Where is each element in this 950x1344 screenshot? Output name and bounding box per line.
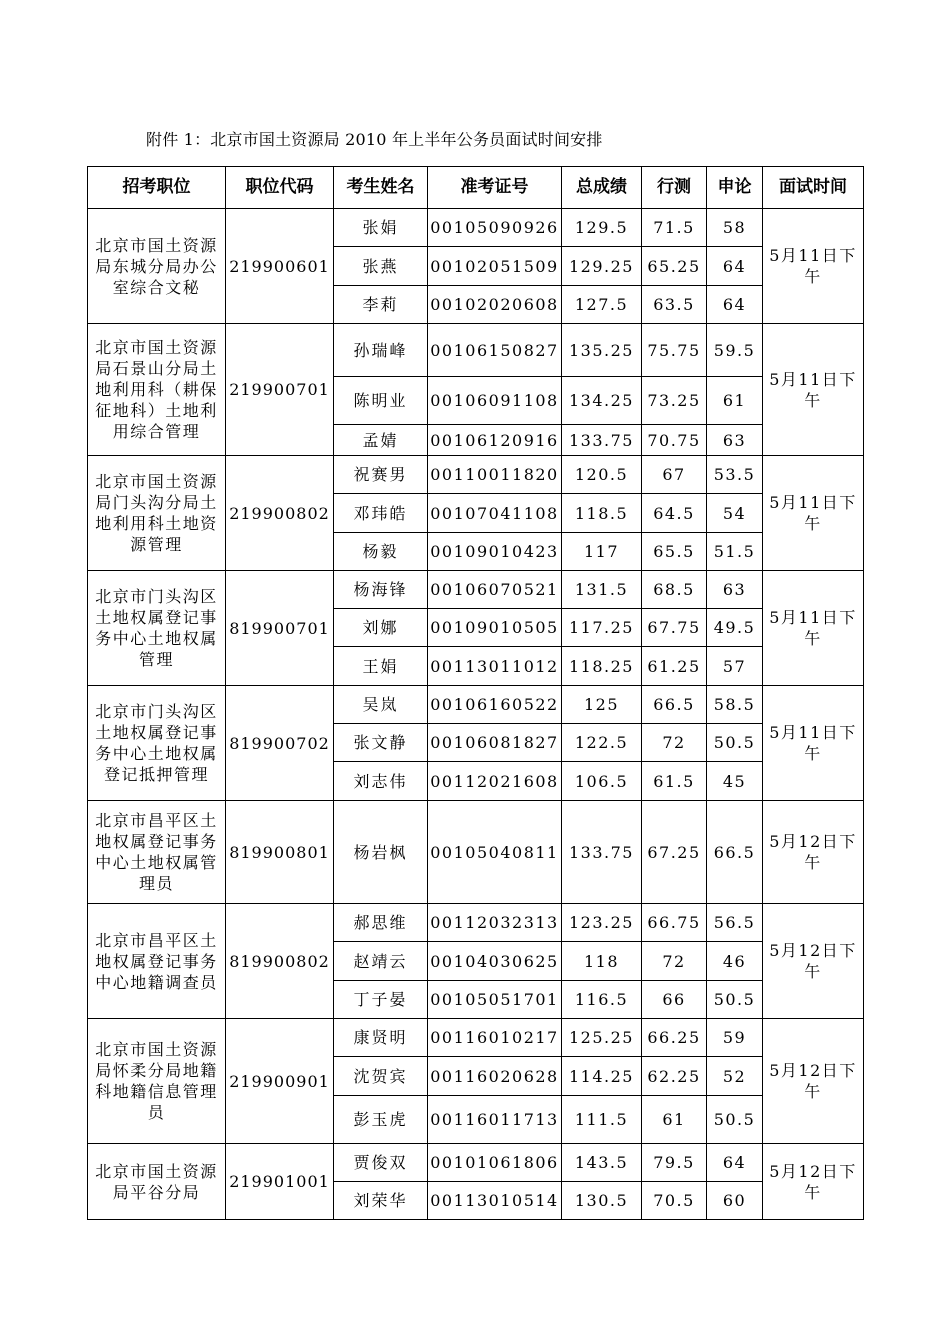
- total-score-cell: 106.5: [562, 762, 642, 801]
- table-row: [88, 686, 864, 724]
- total-score-cell: 129.5: [562, 209, 642, 247]
- xingce-score-cell: 64.5: [642, 494, 707, 533]
- position-cell: 北京市国土资源局门头沟分局土地利用科土地资源管理: [88, 456, 226, 571]
- ticket-number-cell: 00110011820: [428, 456, 562, 494]
- shenlun-score-cell: 60: [707, 1182, 763, 1220]
- header-xingce: 行测: [642, 167, 707, 209]
- position-code-cell: 219900901: [226, 1019, 334, 1144]
- xingce-score-cell: 75.75: [642, 324, 707, 377]
- shenlun-score-cell: 50.5: [707, 1096, 763, 1144]
- position-cell: 北京市门头沟区土地权属登记事务中心土地权属管理: [88, 571, 226, 686]
- xingce-score-cell: 67.25: [642, 801, 707, 904]
- xingce-score-cell: 67.75: [642, 609, 707, 647]
- shenlun-score-cell: 63: [707, 571, 763, 609]
- total-score-cell: 135.25: [562, 324, 642, 377]
- ticket-number-cell: 00112021608: [428, 762, 562, 801]
- header-ticket: 准考证号: [428, 167, 562, 209]
- total-score-cell: 123.25: [562, 904, 642, 942]
- header-time: 面试时间: [763, 167, 864, 209]
- xingce-score-cell: 67: [642, 456, 707, 494]
- position-code-cell: 819900802: [226, 904, 334, 1019]
- total-score-cell: 133.75: [562, 425, 642, 456]
- candidate-name-cell: 陈明业: [334, 377, 428, 425]
- ticket-number-cell: 00113010514: [428, 1182, 562, 1220]
- table-row: [88, 571, 864, 609]
- shenlun-score-cell: 54: [707, 494, 763, 533]
- header-position: 招考职位: [88, 167, 226, 209]
- candidate-name-cell: 杨毅: [334, 533, 428, 571]
- position-cell: 北京市昌平区土地权属登记事务中心土地权属管理员: [88, 801, 226, 904]
- interview-time-cell: 5月12日下午: [763, 801, 864, 904]
- shenlun-score-cell: 52: [707, 1057, 763, 1096]
- xingce-score-cell: 70.75: [642, 425, 707, 456]
- shenlun-score-cell: 45: [707, 762, 763, 801]
- interview-time-cell: 5月11日下午: [763, 456, 864, 571]
- position-cell: 北京市门头沟区土地权属登记事务中心土地权属登记抵押管理: [88, 686, 226, 801]
- candidate-name-cell: 祝赛男: [334, 456, 428, 494]
- total-score-cell: 118.25: [562, 647, 642, 686]
- table-row: [88, 209, 864, 247]
- shenlun-score-cell: 50.5: [707, 981, 763, 1019]
- ticket-number-cell: 00102051509: [428, 247, 562, 286]
- ticket-number-cell: 00116011713: [428, 1096, 562, 1144]
- total-score-cell: 122.5: [562, 724, 642, 762]
- total-score-cell: 118.5: [562, 494, 642, 533]
- position-code-cell: 219900802: [226, 456, 334, 571]
- ticket-number-cell: 00106070521: [428, 571, 562, 609]
- interview-time-cell: 5月11日下午: [763, 686, 864, 801]
- candidate-name-cell: 贾俊双: [334, 1144, 428, 1182]
- header-shenlun: 申论: [707, 167, 763, 209]
- table-row: [88, 1144, 864, 1182]
- xingce-score-cell: 72: [642, 942, 707, 981]
- xingce-score-cell: 73.25: [642, 377, 707, 425]
- position-code-cell: 219900601: [226, 209, 334, 324]
- document-caption: 附件 1：北京市国土资源局 2010 年上半年公务员面试时间安排: [146, 130, 603, 149]
- total-score-cell: 143.5: [562, 1144, 642, 1182]
- interview-schedule-table: [87, 166, 864, 1220]
- ticket-number-cell: 00106150827: [428, 324, 562, 377]
- shenlun-score-cell: 59: [707, 1019, 763, 1057]
- ticket-number-cell: 00101061806: [428, 1144, 562, 1182]
- candidate-name-cell: 吴岚: [334, 686, 428, 724]
- ticket-number-cell: 00116010217: [428, 1019, 562, 1057]
- shenlun-score-cell: 66.5: [707, 801, 763, 904]
- ticket-number-cell: 00109010423: [428, 533, 562, 571]
- ticket-number-cell: 00106081827: [428, 724, 562, 762]
- total-score-cell: 117.25: [562, 609, 642, 647]
- shenlun-score-cell: 49.5: [707, 609, 763, 647]
- xingce-score-cell: 61.25: [642, 647, 707, 686]
- position-cell: 北京市国土资源局怀柔分局地籍科地籍信息管理员: [88, 1019, 226, 1144]
- candidate-name-cell: 孙瑞峰: [334, 324, 428, 377]
- total-score-cell: 120.5: [562, 456, 642, 494]
- xingce-score-cell: 68.5: [642, 571, 707, 609]
- candidate-name-cell: 张文静: [334, 724, 428, 762]
- shenlun-score-cell: 58: [707, 209, 763, 247]
- candidate-name-cell: 康贤明: [334, 1019, 428, 1057]
- interview-time-cell: 5月12日下午: [763, 1144, 864, 1220]
- shenlun-score-cell: 59.5: [707, 324, 763, 377]
- interview-time-cell: 5月11日下午: [763, 209, 864, 324]
- ticket-number-cell: 00105051701: [428, 981, 562, 1019]
- total-score-cell: 111.5: [562, 1096, 642, 1144]
- total-score-cell: 133.75: [562, 801, 642, 904]
- ticket-number-cell: 00106160522: [428, 686, 562, 724]
- table-row: [88, 324, 864, 377]
- candidate-name-cell: 张娟: [334, 209, 428, 247]
- xingce-score-cell: 66.25: [642, 1019, 707, 1057]
- position-cell: 北京市国土资源局平谷分局: [88, 1144, 226, 1220]
- shenlun-score-cell: 57: [707, 647, 763, 686]
- ticket-number-cell: 00112032313: [428, 904, 562, 942]
- candidate-name-cell: 杨岩枫: [334, 801, 428, 904]
- candidate-name-cell: 丁子晏: [334, 981, 428, 1019]
- position-cell: 北京市昌平区土地权属登记事务中心地籍调查员: [88, 904, 226, 1019]
- shenlun-score-cell: 56.5: [707, 904, 763, 942]
- ticket-number-cell: 00109010505: [428, 609, 562, 647]
- position-code-cell: 819900702: [226, 686, 334, 801]
- interview-time-cell: 5月11日下午: [763, 324, 864, 456]
- candidate-name-cell: 赵靖云: [334, 942, 428, 981]
- shenlun-score-cell: 53.5: [707, 456, 763, 494]
- schedule-body: [88, 209, 864, 1220]
- position-code-cell: 819900701: [226, 571, 334, 686]
- candidate-name-cell: 杨海锋: [334, 571, 428, 609]
- position-code-cell: 219901001: [226, 1144, 334, 1220]
- xingce-score-cell: 62.25: [642, 1057, 707, 1096]
- total-score-cell: 118: [562, 942, 642, 981]
- table-row: [88, 904, 864, 942]
- xingce-score-cell: 66: [642, 981, 707, 1019]
- ticket-number-cell: 00104030625: [428, 942, 562, 981]
- interview-time-cell: 5月12日下午: [763, 904, 864, 1019]
- xingce-score-cell: 61.5: [642, 762, 707, 801]
- header-code: 职位代码: [226, 167, 334, 209]
- position-cell: 北京市国土资源局石景山分局土地利用科（耕保征地科）土地利用综合管理: [88, 324, 226, 456]
- xingce-score-cell: 70.5: [642, 1182, 707, 1220]
- xingce-score-cell: 65.25: [642, 247, 707, 286]
- header-row: [88, 167, 864, 209]
- ticket-number-cell: 00113011012: [428, 647, 562, 686]
- position-code-cell: 819900801: [226, 801, 334, 904]
- candidate-name-cell: 郝思维: [334, 904, 428, 942]
- interview-time-cell: 5月11日下午: [763, 571, 864, 686]
- candidate-name-cell: 王娟: [334, 647, 428, 686]
- candidate-name-cell: 刘志伟: [334, 762, 428, 801]
- xingce-score-cell: 72: [642, 724, 707, 762]
- xingce-score-cell: 71.5: [642, 209, 707, 247]
- ticket-number-cell: 00105040811: [428, 801, 562, 904]
- candidate-name-cell: 刘荣华: [334, 1182, 428, 1220]
- ticket-number-cell: 00105090926: [428, 209, 562, 247]
- ticket-number-cell: 00106091108: [428, 377, 562, 425]
- table-row: [88, 456, 864, 494]
- total-score-cell: 129.25: [562, 247, 642, 286]
- total-score-cell: 114.25: [562, 1057, 642, 1096]
- xingce-score-cell: 66.75: [642, 904, 707, 942]
- shenlun-score-cell: 51.5: [707, 533, 763, 571]
- shenlun-score-cell: 61: [707, 377, 763, 425]
- table-row: [88, 801, 864, 904]
- xingce-score-cell: 65.5: [642, 533, 707, 571]
- candidate-name-cell: 邓玮皓: [334, 494, 428, 533]
- total-score-cell: 127.5: [562, 286, 642, 324]
- shenlun-score-cell: 64: [707, 286, 763, 324]
- total-score-cell: 131.5: [562, 571, 642, 609]
- shenlun-score-cell: 64: [707, 1144, 763, 1182]
- interview-time-cell: 5月12日下午: [763, 1019, 864, 1144]
- ticket-number-cell: 00106120916: [428, 425, 562, 456]
- shenlun-score-cell: 46: [707, 942, 763, 981]
- total-score-cell: 116.5: [562, 981, 642, 1019]
- total-score-cell: 125: [562, 686, 642, 724]
- candidate-name-cell: 刘娜: [334, 609, 428, 647]
- total-score-cell: 125.25: [562, 1019, 642, 1057]
- candidate-name-cell: 彭玉虎: [334, 1096, 428, 1144]
- position-code-cell: 219900701: [226, 324, 334, 456]
- position-cell: 北京市国土资源局东城分局办公室综合文秘: [88, 209, 226, 324]
- candidate-name-cell: 沈贺宾: [334, 1057, 428, 1096]
- candidate-name-cell: 孟婧: [334, 425, 428, 456]
- header-name: 考生姓名: [334, 167, 428, 209]
- total-score-cell: 117: [562, 533, 642, 571]
- ticket-number-cell: 00102020608: [428, 286, 562, 324]
- xingce-score-cell: 61: [642, 1096, 707, 1144]
- xingce-score-cell: 79.5: [642, 1144, 707, 1182]
- shenlun-score-cell: 63: [707, 425, 763, 456]
- ticket-number-cell: 00116020628: [428, 1057, 562, 1096]
- total-score-cell: 134.25: [562, 377, 642, 425]
- xingce-score-cell: 63.5: [642, 286, 707, 324]
- candidate-name-cell: 张燕: [334, 247, 428, 286]
- header-total: 总成绩: [562, 167, 642, 209]
- table-row: [88, 1019, 864, 1057]
- total-score-cell: 130.5: [562, 1182, 642, 1220]
- candidate-name-cell: 李莉: [334, 286, 428, 324]
- shenlun-score-cell: 58.5: [707, 686, 763, 724]
- xingce-score-cell: 66.5: [642, 686, 707, 724]
- shenlun-score-cell: 50.5: [707, 724, 763, 762]
- ticket-number-cell: 00107041108: [428, 494, 562, 533]
- shenlun-score-cell: 64: [707, 247, 763, 286]
